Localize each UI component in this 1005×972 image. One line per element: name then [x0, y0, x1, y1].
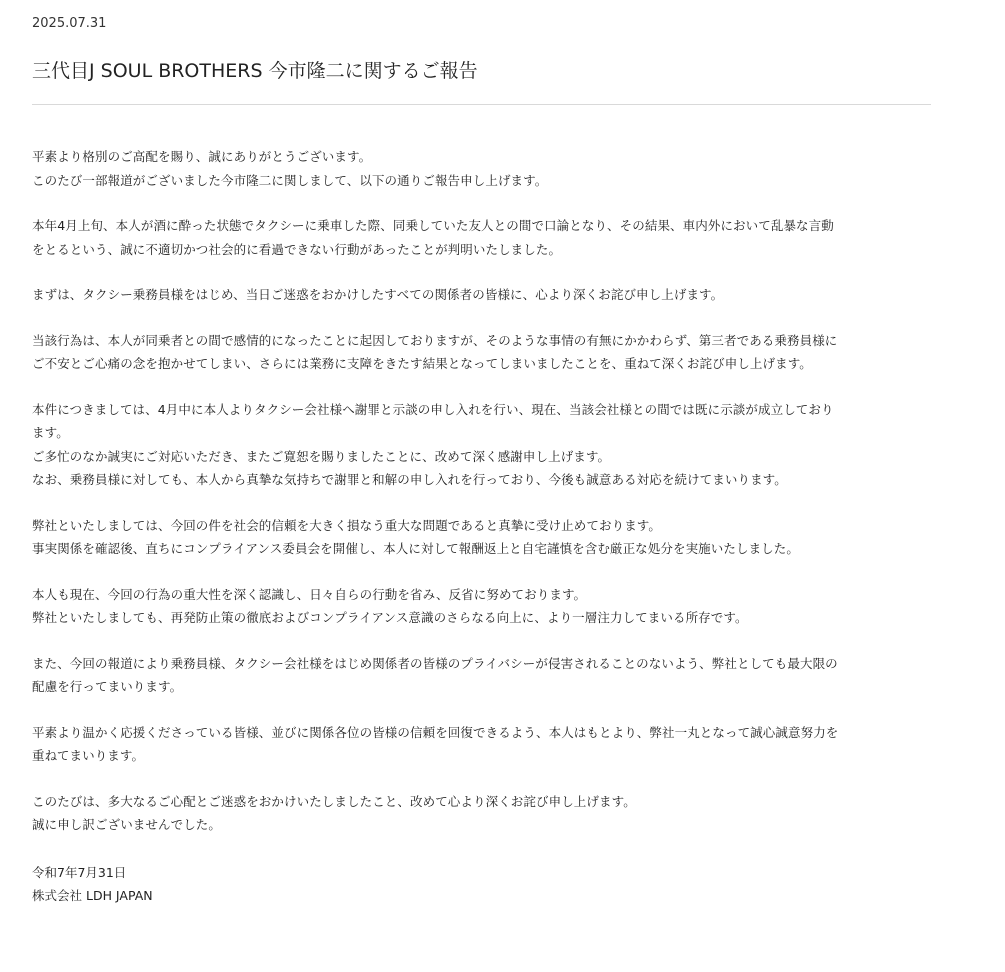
paragraph-line: まずは、タクシー乗務員様をはじめ、当日ご迷惑をおかけしたすべての関係者の皆様に、心より深くお詫び申し上げます。 — [32, 287, 724, 302]
body-paragraph — [32, 514, 932, 561]
paragraph-line: 当該行為は、本人が同乗者との間で感情的になったことに起因しておりますが、そのような事情の有無にかかわらず、第三者である乗務員様に — [32, 332, 838, 348]
body-paragraph — [32, 652, 932, 699]
paragraph-line: また、今回の報道により乗務員様、タクシー会社様をはじめ関係者の皆様のプライバシーが侵害されることのないよう、弊社としても最大限の — [32, 655, 838, 671]
body-paragraph — [32, 145, 932, 192]
body-paragraph — [32, 214, 932, 261]
paragraph-line: このたびは、多大なるご心配とご迷惑をおかけいたしましたこと、改めて心より深くお詫び申し上げます。 — [32, 793, 636, 809]
paragraph-line: 弊社といたしましても、再発防止策の徹底およびコンプライアンス意識のさらなる向上に、より一層注力してまいる所存です。 — [32, 610, 748, 625]
signature-date: 令和7年7月31日 — [32, 864, 127, 880]
body-paragraph — [32, 790, 932, 837]
paragraph-line: 本件につきましては、4月中に本人よりタクシー会社様へ謝罪と示談の申し入れを行い、現在、当該会社様との間では既に示談が成立しており — [32, 401, 834, 417]
paragraph-line: ご不安とご心痛の念を抱かせてしまい、さらには業務に支障をきたす結果となってしまいましたことを、重ねて深くお詫び申し上げます。 — [32, 356, 812, 371]
paragraph-line: 平素より温かく応援くださっている皆様、並びに関係各位の皆様の信頼を回復できるよう、本人はもとより、弊社一丸となって誠心誠意努力を — [32, 724, 839, 740]
paragraph-line: 事実関係を確認後、直ちにコンプライアンス委員会を開催し、本人に対して報酬返上と自宅謹慎を含む厳正な処分を実施いたしました。 — [32, 541, 799, 556]
paragraph-line: なお、乗務員様に対しても、本人から真摯な気持ちで謝罪と和解の申し入れを行っており、今後も誠意ある対応を続けてまいります。 — [32, 472, 787, 487]
body-paragraph — [32, 283, 932, 307]
paragraph-line: をとるという、誠に不適切かつ社会的に看過できない行動があったことが判明いたしました。 — [32, 241, 562, 257]
signature-company: 株式会社 LDH JAPAN — [32, 887, 153, 903]
body-paragraph — [32, 583, 932, 630]
signature-block — [32, 861, 932, 907]
paragraph-line: 誠に申し訳ございませんでした。 — [32, 817, 222, 832]
title-divider — [32, 104, 931, 105]
body-paragraph — [32, 398, 932, 492]
paragraph-line: 平素より格別のご高配を賜り、誠にありがとうございます。 — [32, 149, 372, 164]
publish-date: 2025.07.31 — [32, 16, 107, 31]
paragraph-line: このたび一部報道がございました今市隆二に関しまして、以下の通りご報告申し上げます。 — [32, 172, 548, 188]
paragraph-line: 本人も現在、今回の行為の重大性を深く認識し、日々自らの行動を省み、反省に努めております。 — [32, 586, 587, 602]
body-paragraph — [32, 721, 932, 768]
article-body — [32, 145, 932, 837]
paragraph-line: ご多忙のなか誠実にご対応いただき、またご寛恕を賜りましたことに、改めて深く感謝申し上げます。 — [32, 448, 611, 464]
paragraph-line: 重ねてまいります。 — [32, 748, 145, 763]
paragraph-line: 配慮を行ってまいります。 — [32, 679, 183, 694]
paragraph-line: ます。 — [32, 425, 69, 440]
body-paragraph — [32, 329, 932, 376]
paragraph-line: 本年4月上旬、本人が酒に酔った状態でタクシーに乗車した際、同乗していた友人との間で口論となり、その結果、車内外において乱暴な言動 — [32, 218, 834, 233]
paragraph-line: 弊社といたしましては、今回の件を社会的信頼を大きく損なう重大な問題であると真摯に受け止めております。 — [32, 517, 662, 533]
page-title: 三代目J SOUL BROTHERS 今市隆二に関するご報告 — [32, 60, 478, 82]
